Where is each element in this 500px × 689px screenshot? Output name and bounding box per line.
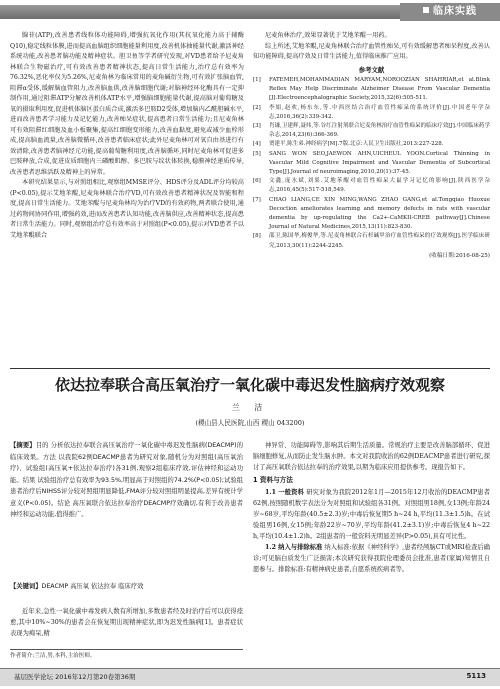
introduction — [10, 606, 243, 639]
subsection-text: 研究对象为我院2012年1月—2015年12月收治的DEACMP患者62例,按照随机数字表法分为对照组和试验组各31例。对照组男18例,女13例;年龄24岁~68岁,平均年龄(40.5±2.3)岁;中毒后恢复期5 h~24 h,平均(11.3±1.5)h。在试验组男16例,女15例;年龄22岁~70岁,平均年龄(41.2±3.1)岁;中毒后恢复4 h~22 h,平均(10.4±1.2)h。2组患者的一般资料无明显差异(P>0.05),具有可比性。 — [253, 489, 490, 540]
article-divider — [10, 368, 490, 369]
body-paragraph: 神异常、功能障碍等,影响其后期生活质量。常规治疗主要是改善脑部循环、促进脑细胞修复,从而防止发生脑水肿。本文对我院收治的62例DEACMP患者进行研究,探讨了高压氧联合依达拉奉的治疗效果,以期为临床应用提供参考。现报告如下。 — [253, 442, 490, 471]
page-footer — [0, 668, 500, 686]
reference-item — [253, 150, 490, 178]
reference-number: [4] — [253, 141, 261, 148]
reference-text: CHAO LIANG,CE XIN MING,WANG ZHAO GANG,et al.Tongqiao Huoxue Decoction ameliorates learning and memory defects in rats with vascular dementia by up-regulating the Ca2+-CaMKII-CREB pathway[J].Chinese Journal of Natural Medicines,2015,13(11):823-830. — [269, 196, 490, 231]
article-author: 兰 洁 — [231, 403, 269, 412]
reference-number: [1] — [253, 77, 261, 83]
keywords — [10, 581, 243, 592]
keywords-label: 【关键词】 — [10, 583, 42, 590]
subsection-heading: 1.2 纳入与排除标准 — [265, 544, 323, 551]
page-number: 5113 — [466, 672, 486, 680]
reference-number: [7] — [253, 196, 261, 203]
author-footnote: 作者简介:兰洁,男,本科,主治医师。 — [10, 649, 243, 659]
subsection-heading: 1.1 一般资料 — [265, 489, 305, 496]
reference-text: 文鑫,庞水斌,刘果.艾地苯醌对血管性痴呆大鼠学习记忆的影响[J].陕西医学杂志,2016,45(5):517-518,549. — [269, 178, 490, 194]
section-tab — [400, 3, 500, 21]
section-name: 临床实践 — [433, 6, 477, 17]
square-bullet-icon — [423, 7, 429, 13]
upper-right-column — [253, 31, 490, 364]
upper-right-paragraph: 尼麦角林治疗,效果显著优于艾地苯醌一用药。 — [265, 32, 391, 39]
reference-number: [6] — [253, 178, 261, 185]
reference-item — [253, 177, 490, 195]
reference-number: [5] — [253, 150, 261, 157]
reference-text: SANG WON SEO,JAEWON AHN,UICHEUL YOON.Cortical Thinning in Vascular Mild Cognitive Impairment and Vascular Dementia of Subcortical Type[J].Journal of neuroimaging,2010,20(1):37-45. — [269, 150, 490, 176]
reference-number: [2] — [253, 104, 261, 111]
reference-item — [253, 140, 490, 149]
section-header-bar — [0, 0, 500, 26]
reference-text: 贾建平,陈生弟.神经病学[M].7版.北京:人民卫生出版社,2013:227-228. — [269, 141, 444, 148]
abstract-label: 【摘要】 — [10, 442, 36, 449]
reference-number: [8] — [253, 233, 261, 240]
reference-item — [253, 232, 490, 250]
section-heading: 1 资料与方法 — [253, 476, 293, 484]
reference-number: [3] — [253, 123, 261, 130]
header-stripe — [0, 5, 400, 19]
reference-item — [253, 76, 490, 104]
abstract — [10, 440, 243, 521]
intro-paragraph: 近年来,急性一氧化碳中毒发病人数有所增加,多数患者经及时治疗后可以获得痊愈,其中10%~30%的患者会在恢复期出现精神症状,即为迟发性脑病[1]。患者症状表现为痴呆,精 — [10, 608, 243, 637]
references-heading: 参考文献 — [358, 65, 385, 74]
reference-text: FATEMEH,MOHAMMADIAN MARYAM,NOROOZIAN SHAHRIAR,et al.Blink Reflex May Help Discriminate Alzheimer Disease From Vascular Dementia [J].Electroencephalographic Society,2015,32(6):505-511. — [269, 77, 490, 102]
upper-left-column — [10, 31, 244, 364]
keywords-text: DEACMP 高压氧 依达拉奉 临床疗效 — [41, 583, 144, 590]
reference-text: 邵卫,陈国华,梅俊华,等.尼麦角林联合石杉碱甲治疗血管性痴呆的疗效观察[J].医学临床研究,2013,30(11):2244-2245. — [269, 233, 490, 249]
upper-left-paragraph: 腺苷(ATP),改善患者线粒体功能障碍,增强抗氧化作用(其抗氧化能力高于辅酶Q10),稳定线粒体膜,进而提高血脑组织细胞能量利用度,改善机体抽能量代谢,激活神经系统功能,改善患者脑功能及精神症状。胆卫鱼等学者研究发现,对VD患者给予尼麦角林联合生物磁治疗,可有效改善患者精神状态,提高日常生活能力,治疗总有效率为76.32%,恶化率仅为5.26%,尼麦角林为临床常用的麦角碱衍生物,可有效扩张脑血管,阻滞α受体,缓解脑血管阻力,改善脑血供,改善脑细胞代谢;对脑神经环化酶具有一定抑制作用,通过阻滞ATP分解改善机体ATP水平,增强脑细胞能量代谢,提高脑对葡萄糖及氧的摄取利用度,促进机体脑区蛋白质合成,激活多巴胺D2受体,增加脑内乙酰胆碱水平,进而改善患者学习能力及记忆能力,改善痴呆症状,提高患者日常生活能力;且尼麦角林可有效阻滞红细胞及血小板聚集,提高红细胞变形能力,改善血黏度,避免或减少血栓形成,提高脑血流量,改善脑微循环,改善患者临床症状;此外尼麦角林可对氧自由基进行有效清除,改善患者脑神经元功能,提高葡萄糖利用度,改善脑循环,同时尼麦角林可促进多巴胺释放,合成,促进皮质细胞内三磷酸肌醇、多巴胺与纹状体转换,稳膜神经递质传导,改善患者思维活跃及精神上的异常。 — [10, 32, 244, 176]
upper-left-paragraph: 本研究结果显示,与对照组相比,观察组MMSE评分、HDS评分及ADL评分均较高(P<0.05),提示艾地苯醌,尼麦角林联合治疗VD,可有效改善患者精神状况及智能和程度,提高日常生活能力。艾地苯醌与尼麦角林均为治疗VD的有效药物,两者联合使用,通过药物间协同作用,增强药效,进而改善患者认知功能,改善脑供应,改善精神状态,提高患者日常生活能力。同时,观察组治疗总有效率高于对照组(P<0.05),提示对VD患者予以艾地苯醌联合 — [10, 179, 244, 239]
body-paragraph — [253, 487, 490, 542]
reference-item — [253, 196, 490, 233]
upper-right-paragraph: 综上所述,艾地苯醌,尼麦角林联合治疗血管性痴呆,可有效缓解患者痴呆程度,改善认知功能障碍,提高疗效及日常生活能力,值得临床推广应用。 — [253, 42, 490, 60]
abstract-text: 目的 分析依达拉奉联合高压氧治疗一氧化碳中毒迟发性脑病(DEACMP)的临床效果。方法 以我院62例DEACMP患者为研究对象,随机分为对照组(高压氧治疗)、试验组(高压氧+依达拉奉治疗)各31例,观察2组临床疗效,评估神经和运动功能。结果 试验组治疗总有效率为93.5%,明显高于对照组的74.2%(P<0.05);试验组患者治疗后NIHSS评分较对照组明显降低,FMA评分较对照组明显提高,差异有统计学意义(P<0.05)。结论 高压氧联合依达拉奉治疗DEACMP疗效确切,有利于改善患者神经和运动功能,值得推广。 — [10, 442, 243, 518]
reference-item — [253, 122, 490, 140]
reference-item — [253, 104, 490, 122]
reference-text: 肖谦,卫建辉,聂炜,等.谷红注射剂联合尼麦角林治疗血管性痴呆的临床疗效[J].中国临床药学杂志,2014,23(6):366-369. — [269, 123, 490, 139]
reference-text: 李娟,赵欢,杨东东,等.中西医结合治疗血管性痴呆的系统评价[J].中国老年学杂志,2016,36(2):339-342. — [269, 104, 490, 120]
received-date: (收稿日期:2016-08-25) — [429, 252, 490, 259]
journal-info: 基层医学论坛 2016年12月第20卷第36期 — [14, 673, 136, 681]
lower-right-column — [253, 440, 490, 575]
body-paragraph — [253, 542, 490, 575]
article-title: 依达拉奉联合高压氧治疗一氧化碳中毒迟发性脑病疗效观察 — [54, 376, 445, 394]
subsection-text: 纳入标准:依据《神经科学》,患者经颅脑CT或MRI检查后确诊;可见脑白质发生广泛损害;本次研究获得我院伦理委员会批准,患者(家属)知情且自愿参与。排除标准:有精神病史患者,自愿系统疾病者等。 — [253, 544, 490, 573]
reference-list — [253, 76, 490, 251]
article-affiliation: (稷山县人民医院,山西 稷山 043200) — [195, 419, 305, 427]
